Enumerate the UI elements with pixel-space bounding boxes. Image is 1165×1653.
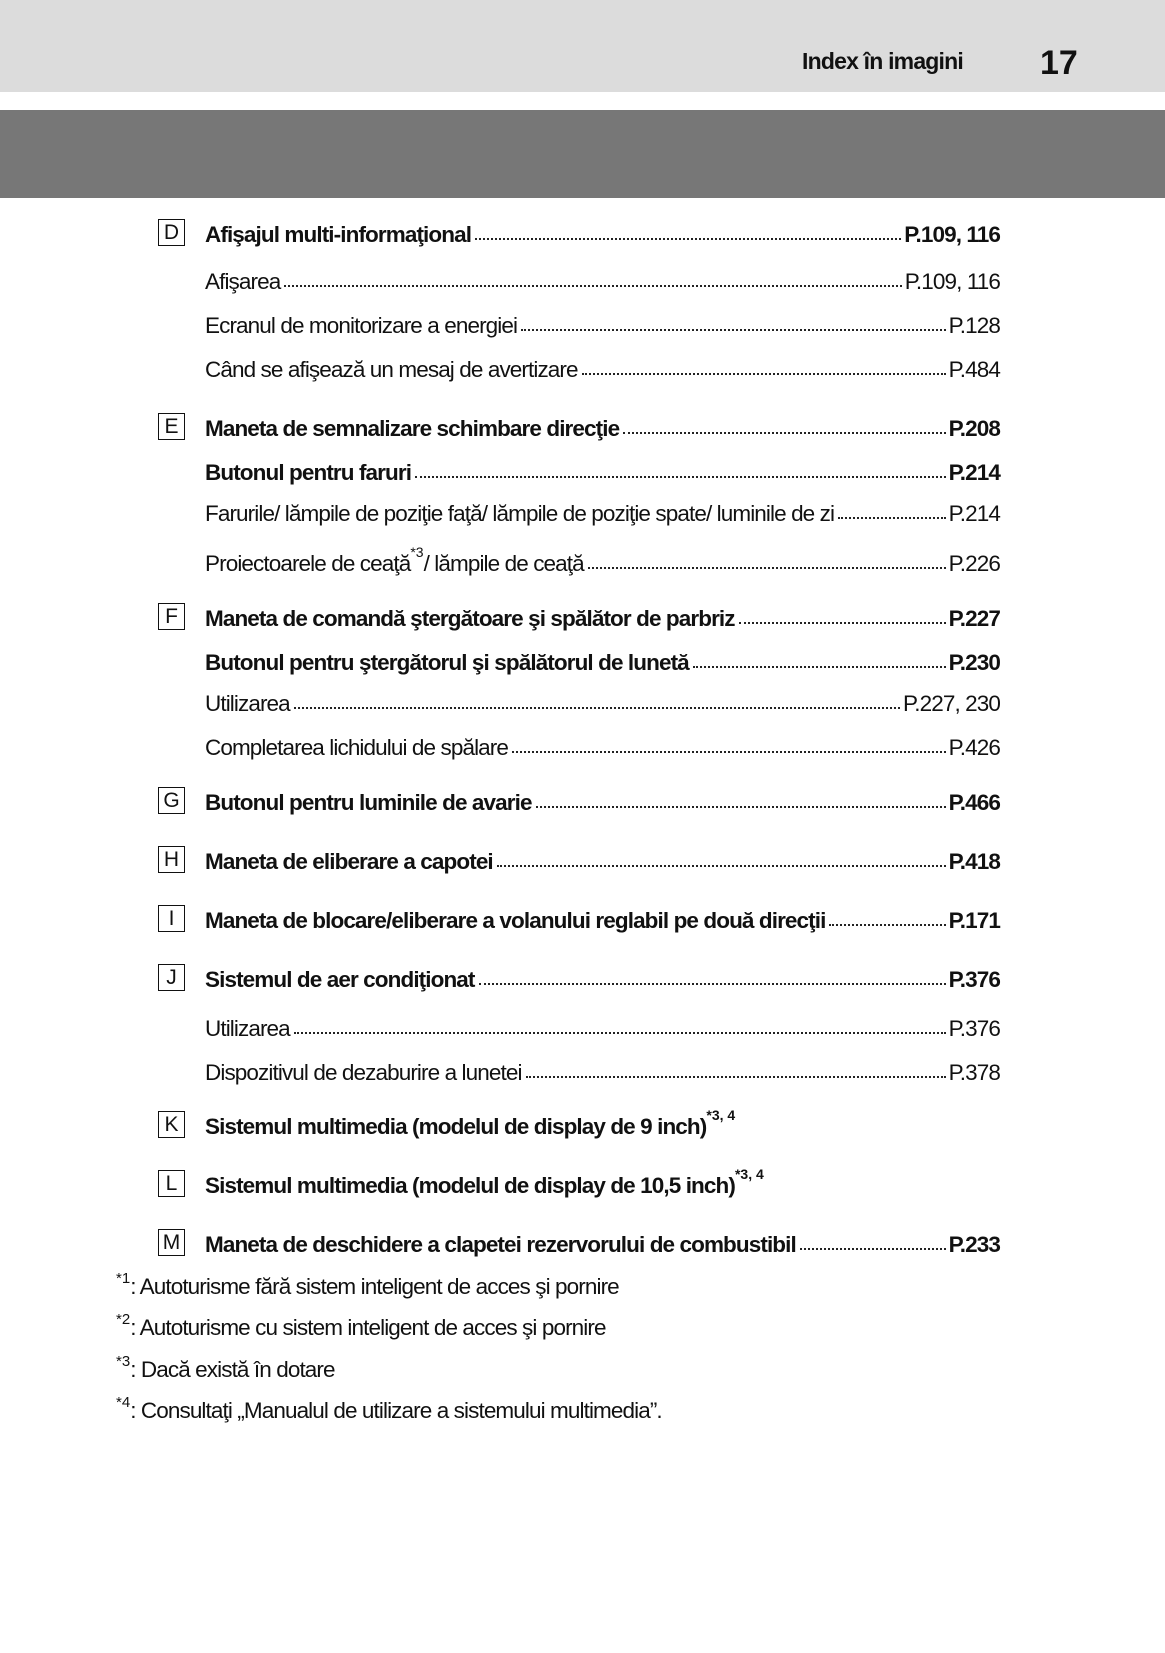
footnote-mark: *1 [116, 1270, 131, 1287]
index-subentry-display-view[interactable] [205, 261, 1000, 295]
grey-banner [0, 110, 1165, 198]
entry-title: Când se afişează un mesaj de avertizare [205, 357, 578, 382]
leader-dots [526, 1076, 946, 1078]
footnote-text: : Autoturisme fără sistem inteligent de acces şi pornire [130, 1274, 619, 1299]
index-subentry-warning-message[interactable] [205, 349, 1000, 383]
index-letter-g: G [158, 787, 185, 814]
page-ref[interactable]: P.466 [948, 790, 1000, 815]
entry-title: Maneta de blocare/eliberare a volanului reglabil pe două direcţii [205, 908, 826, 933]
leader-dots [294, 707, 900, 709]
leader-dots [294, 1032, 946, 1034]
entry-title: Butonul pentru ştergătorul şi spălătorul de lunetă [205, 650, 689, 675]
footnote-1 [116, 1270, 619, 1306]
leader-dots [800, 1248, 946, 1250]
index-entry-air-conditioning[interactable] [205, 959, 1000, 993]
page-ref[interactable]: P.214 [948, 460, 1000, 485]
footnote-ref: *3 [410, 544, 424, 560]
entry-title: Sistemul de aer condiţionat [205, 967, 475, 992]
index-subentry-washer-fluid[interactable] [205, 727, 1000, 761]
index-subentry-fog-lights[interactable] [205, 543, 1000, 577]
index-entry-headlight-switch[interactable] [205, 452, 1000, 486]
entry-title: Afişarea [205, 269, 281, 294]
page-ref[interactable]: P.426 [948, 735, 1000, 760]
leader-dots [479, 983, 946, 985]
page-number: 17 [1040, 44, 1078, 82]
entry-title: Utilizarea [205, 1016, 290, 1041]
page-ref[interactable]: P.128 [948, 313, 1000, 338]
leader-dots [693, 666, 946, 668]
footnote-4 [116, 1394, 662, 1430]
page-ref[interactable]: P.233 [948, 1232, 1000, 1257]
entry-title: Maneta de deschidere a clapetei rezervorului de combustibil [205, 1232, 796, 1257]
page-ref[interactable]: P.378 [948, 1060, 1000, 1085]
entry-title: Utilizarea [205, 691, 290, 716]
leader-dots [536, 806, 946, 808]
page-ref[interactable]: P.484 [948, 357, 1000, 382]
entry-title: Afişajul multi-informaţional [205, 222, 472, 247]
footnote-mark: *3 [116, 1353, 131, 1370]
section-title: Index în imagini [801, 48, 963, 74]
entry-title: Farurile/ lămpile de poziţie faţă/ lămpile de poziţie spate/ luminile de zi [205, 501, 835, 526]
entry-title: Maneta de semnalizare schimbare direcţie [205, 416, 620, 441]
index-entry-fuel-door[interactable] [205, 1224, 1000, 1258]
footnote-2 [116, 1311, 606, 1347]
index-letter-m: M [158, 1229, 185, 1256]
footnote-3 [116, 1353, 335, 1389]
index-letter-d: D [158, 219, 185, 246]
page-ref[interactable]: P.208 [948, 416, 1000, 441]
index-letter-e: E [158, 413, 185, 440]
entry-title: Ecranul de monitorizare a energiei [205, 313, 518, 338]
entry-title: Dispozitivul de dezaburire a lunetei [205, 1060, 522, 1085]
header-band [0, 0, 1165, 92]
page-ref[interactable]: P.376 [948, 1016, 1000, 1041]
index-letter-k: K [158, 1111, 185, 1138]
leader-dots [739, 622, 946, 624]
index-entry-wiper-lever[interactable] [205, 598, 1000, 632]
leader-dots [475, 238, 901, 240]
index-letter-i: I [158, 905, 185, 932]
page-ref[interactable]: P.214 [948, 501, 1000, 526]
index-entry-hazard-switch[interactable] [205, 782, 1000, 816]
page-ref[interactable]: P.227, 230 [903, 691, 1000, 716]
page-ref[interactable]: P.227 [948, 606, 1000, 631]
page-ref[interactable]: P.226 [948, 551, 1000, 576]
entry-title: Butonul pentru luminile de avarie [205, 790, 532, 815]
leader-dots [415, 476, 946, 478]
leader-dots [497, 865, 946, 867]
footnote-text: : Autoturisme cu sistem inteligent de acces şi pornire [130, 1315, 606, 1340]
page-ref[interactable]: P.418 [948, 849, 1000, 874]
entry-title: Proiectoarele de ceaţă$^{*3}$/ lămpile de ceaţă [205, 544, 584, 576]
index-entry-display[interactable] [205, 214, 1000, 248]
entry-title: Completarea lichidului de spălare [205, 735, 508, 760]
leader-dots [512, 751, 946, 753]
entry-title: Maneta de eliberare a capotei [205, 849, 493, 874]
entry-title: Butonul pentru faruri [205, 460, 412, 485]
index-subentry-energy-monitor[interactable] [205, 305, 1000, 339]
page-ref[interactable]: P.109, 116 [904, 269, 1000, 294]
footnote-text: : Consultaţi „Manualul de utilizare a sistemului multimedia”. [130, 1398, 662, 1423]
footnote-ref: *3, 4 [706, 1107, 736, 1123]
entry-title: Sistemul multimedia (modelul de display de 10,5 inch)$^{*3, 4}$ [205, 1166, 764, 1198]
leader-dots [521, 329, 946, 331]
leader-dots [623, 432, 945, 434]
leader-dots [829, 924, 945, 926]
page-ref[interactable]: P.171 [948, 908, 1000, 933]
index-entry-multimedia-10-5[interactable] [205, 1165, 1000, 1199]
page-ref[interactable]: P.109, 116 [904, 222, 1000, 247]
index-letter-f: F [158, 603, 185, 630]
index-subentry-lights[interactable] [205, 493, 1000, 527]
index-entry-hood-release[interactable] [205, 841, 1000, 875]
index-letter-l: L [158, 1170, 185, 1197]
index-entry-turn-signal-lever[interactable] [205, 408, 1000, 442]
index-entry-multimedia-9[interactable] [205, 1106, 1000, 1140]
index-subentry-rear-defogger[interactable] [205, 1052, 1000, 1086]
entry-title: Maneta de comandă ştergătoare şi spălător de parbriz [205, 606, 735, 631]
footnote-ref: *3, 4 [734, 1166, 764, 1182]
leader-dots [284, 285, 901, 287]
index-subentry-ac-use[interactable] [205, 1008, 1000, 1042]
index-entry-steering-lock[interactable] [205, 900, 1000, 934]
index-subentry-wiper-use[interactable] [205, 683, 1000, 717]
page-ref[interactable]: P.376 [948, 967, 1000, 992]
index-entry-rear-wiper-switch[interactable] [205, 642, 1000, 676]
entry-title: Sistemul multimedia (modelul de display de 9 inch)$^{*3, 4}$ [205, 1107, 736, 1139]
page-ref[interactable]: P.230 [948, 650, 1000, 675]
footnote-text: : Dacă există în dotare [130, 1357, 335, 1382]
index-letter-j: J [158, 964, 185, 991]
footnote-mark: *4 [116, 1394, 131, 1411]
footnote-mark: *2 [116, 1311, 131, 1328]
leader-dots [582, 373, 946, 375]
leader-dots [838, 517, 945, 519]
leader-dots [588, 567, 946, 569]
index-letter-h: H [158, 846, 185, 873]
